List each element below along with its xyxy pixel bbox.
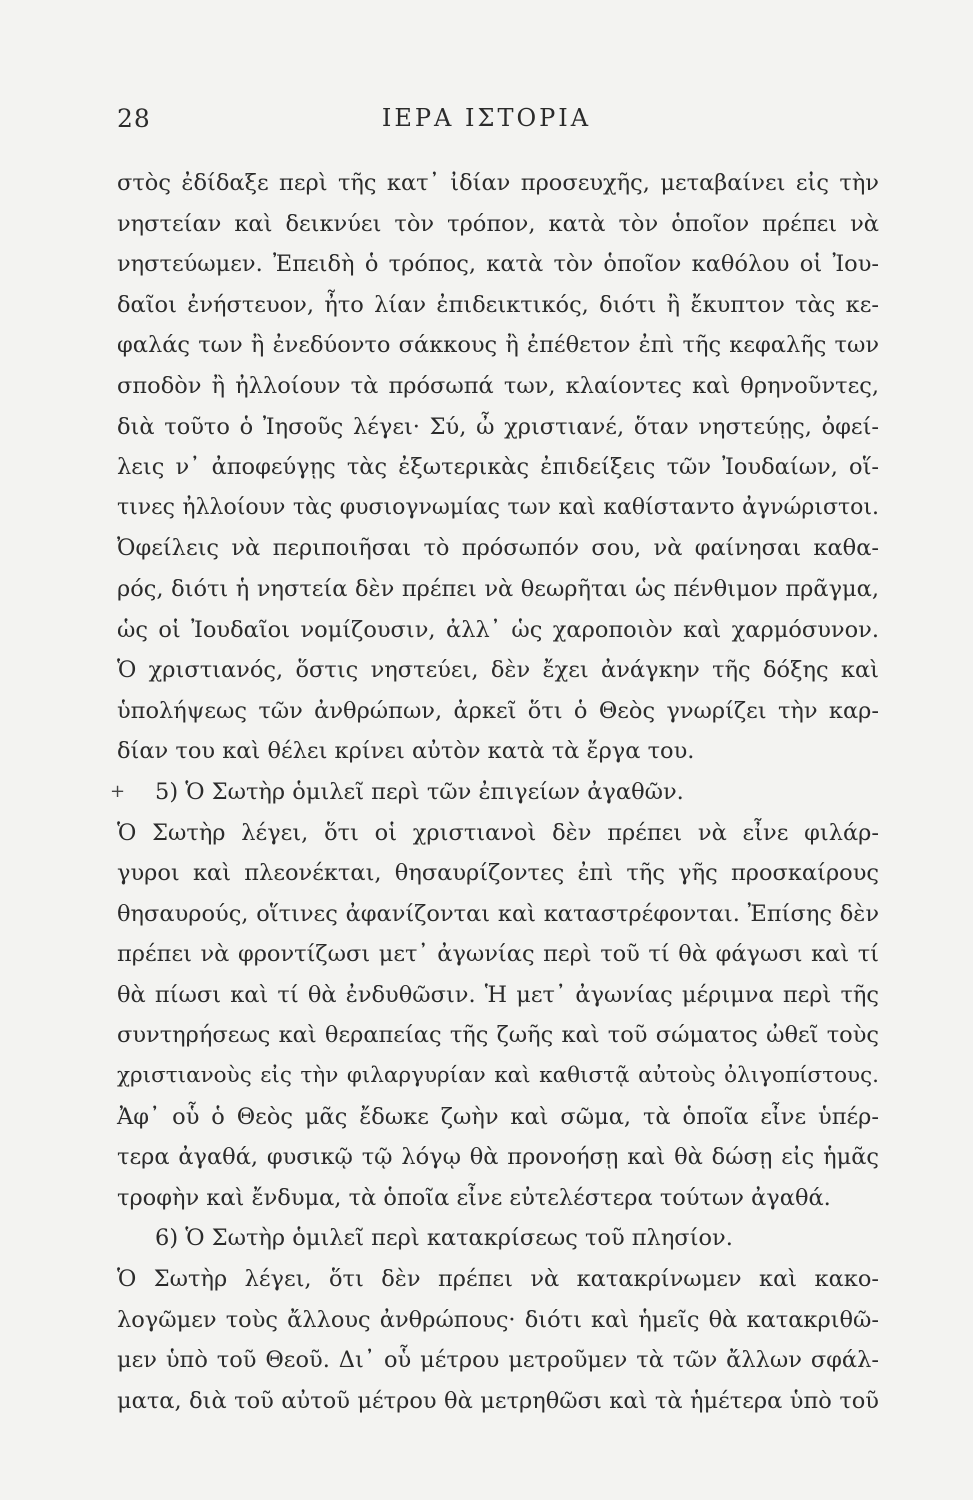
text-line: ματα, διὰ τοῦ αὐτοῦ μέτρου θὰ μετρηθῶσι καὶ τὰ ἡμέτερα ὑπὸ τοῦ <box>117 1387 879 1414</box>
body-text <box>110 163 879 1421</box>
text-line: λεις ν᾽ ἀποφεύγῃς τὰς ἐξωτερικὰς ἐπιδείξεις τῶν Ἰουδαίων, οἵ- <box>117 454 879 481</box>
page-number: 28 <box>117 104 151 133</box>
text-line: Ὁ Σωτὴρ λέγει, ὅτι δὲν πρέπει νὰ κατακρίνωμεν καὶ κακο- <box>117 1266 879 1293</box>
text-line: τινες ἠλλοίουν τὰς φυσιογνωμίας των καὶ καθίσταντο ἀγνώριστοι. <box>117 494 879 520</box>
text-line: γυροι καὶ πλεονέκται, θησαυρίζοντες ἐπὶ τῆς γῆς προσκαίρους <box>117 860 879 887</box>
section-heading-5 <box>110 772 879 813</box>
text-line: πρέπει νὰ φροντίζωσι μετ᾽ ἀγωνίας περὶ τοῦ τί θὰ φάγωσι καὶ τί <box>117 941 879 968</box>
text-line: τροφὴν καὶ ἔνδυμα, τὰ ὁποῖα εἶνε εὐτελέστερα τούτων ἀγαθά. <box>117 1184 831 1211</box>
text-line: θησαυρούς, οἵτινες ἀφανίζονται καὶ καταστρέφονται. Ἐπίσης δὲν <box>117 900 879 927</box>
text-line: νηστείαν καὶ δεικνύει τὸν τρόπον, κατὰ τὸν ὁποῖον πρέπει νὰ <box>117 210 879 237</box>
text-line: χριστιανοὺς εἰς τὴν φιλαργυρίαν καὶ καθιστᾷ αὐτοὺς ὀλιγοπίστους. <box>117 1063 879 1089</box>
text-line: τερα ἀγαθά, φυσικῷ τῷ λόγῳ θὰ προνοήσῃ καὶ θὰ δώσῃ εἰς ἡμᾶς <box>117 1144 879 1171</box>
running-title: ΙΕΡΑ ΙΣΤΟΡΙΑ <box>381 104 592 132</box>
text-line: δαῖοι ἐνήστευον, ἦτο λίαν ἐπιδεικτικός, διότι ἢ ἔκυπτον τὰς κε- <box>117 291 879 318</box>
text-line: Ὁ χριστιανός, ὅστις νηστεύει, δὲν ἔχει ἀνάγκην τῆς δόξης καὶ <box>117 657 879 684</box>
text-line: φαλάς των ἢ ἐνεδύοντο σάκκους ἢ ἐπέθετον ἐπὶ τῆς κεφαλῆς των <box>117 332 879 359</box>
text-line: ρός, διότι ἡ νηστεία δὲν πρέπει νὰ θεωρῆται ὡς πένθιμον πρᾶγμα, <box>117 575 879 602</box>
margin-mark: + <box>110 780 126 802</box>
text-line: μεν ὑπὸ τοῦ Θεοῦ. Δι᾽ οὗ μέτρου μετροῦμεν τὰ τῶν ἄλλων σφάλ- <box>117 1347 879 1374</box>
text-line: ὡς οἱ Ἰουδαῖοι νομίζουσιν, ἀλλ᾽ ὡς χαροποιὸν καὶ χαρμόσυνον. <box>117 616 879 643</box>
text-line: δίαν του καὶ θέλει κρίνει αὐτὸν κατὰ τὰ ἔργα του. <box>117 738 695 765</box>
text-line: διὰ τοῦτο ὁ Ἰησοῦς λέγει· Σύ, ὦ χριστιανέ, ὅταν νηστεύῃς, ὀφεί- <box>117 413 879 440</box>
text-line: νηστεύωμεν. Ἐπειδὴ ὁ τρόπος, κατὰ τὸν ὁποῖον καθόλου οἱ Ἰου- <box>117 251 879 278</box>
text-line: συντηρήσεως καὶ θεραπείας τῆς ζωῆς καὶ τοῦ σώματος ὠθεῖ τοὺς <box>117 1022 879 1049</box>
section-heading-5-text: 5) Ὁ Σωτὴρ ὁμιλεῖ περὶ τῶν ἐπιγείων ἀγαθῶν. <box>155 778 684 805</box>
text-line: λογῶμεν τοὺς ἄλλους ἀνθρώπους· διότι καὶ ἡμεῖς θὰ κατακριθῶ- <box>117 1306 879 1333</box>
section-heading-6: 6) Ὁ Σωτὴρ ὁμιλεῖ περὶ κατακρίσεως τοῦ πλησίον. <box>155 1225 733 1252</box>
text-line: ὑπολήψεως τῶν ἀνθρώπων, ἀρκεῖ ὅτι ὁ Θεὸς γνωρίζει τὴν καρ- <box>117 697 879 724</box>
text-line: Ἀφ᾽ οὗ ὁ Θεὸς μᾶς ἔδωκε ζωὴν καὶ σῶμα, τὰ ὁποῖα εἶνε ὑπέρ- <box>117 1103 879 1130</box>
text-line: Ὁ Σωτὴρ λέγει, ὅτι οἱ χριστιανοὶ δὲν πρέπει νὰ εἶνε φιλάρ- <box>117 819 879 846</box>
text-line: θὰ πίωσι καὶ τί θὰ ἐνδυθῶσιν. Ἡ μετ᾽ ἀγωνίας μέριμνα περὶ τῆς <box>117 981 879 1008</box>
text-line: Ὀφείλεις νὰ περιποιῆσαι τὸ πρόσωπόν σου, νὰ φαίνησαι καθα- <box>117 535 879 562</box>
text-line: στὸς ἐδίδαξε περὶ τῆς κατ᾽ ἰδίαν προσευχῆς, μεταβαίνει εἰς τὴν <box>117 170 879 196</box>
text-line: σποδὸν ἢ ἠλλοίουν τὰ πρόσωπά των, κλαίοντες καὶ θρηνοῦντες, <box>117 372 879 399</box>
page-header <box>0 104 973 144</box>
